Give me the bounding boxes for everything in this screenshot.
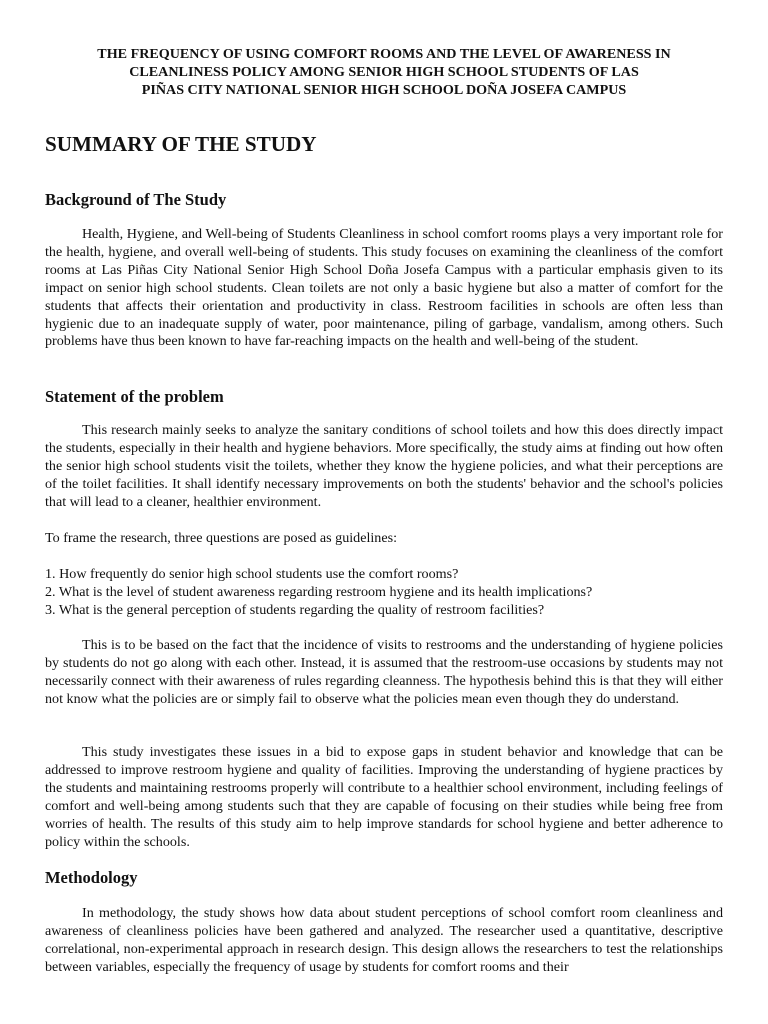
research-questions [45, 566, 723, 620]
investigation-paragraph: This study investigates these issues in a bid to expose gaps in student behavior and knowledge that can be addressed to improve restroom hygiene and quality of facilities. Improving the understanding of hygiene practices by the students and maintaining restrooms properly will contribute to a healthier school environment, including feelings of comfort and well-being among students such that they are capable of focusing on their studies while being free from worries of health. The results of this study aim to help improve standards for school hygiene and better adherence to policy within the schools. [45, 744, 723, 850]
problem-heading: Statement of the problem [45, 387, 224, 406]
title-line-1: THE FREQUENCY OF USING COMFORT ROOMS AND THE LEVEL OF AWARENESS IN [97, 46, 671, 62]
research-question-3: 3. What is the general perception of students regarding the quality of restroom facilities? [45, 601, 545, 618]
frame-intro: To frame the research, three questions are posed as guidelines: [45, 530, 398, 546]
background-paragraph: Health, Hygiene, and Well-being of Students Cleanliness in school comfort rooms plays a very important role for the health, hygiene, and overall well-being of students. This study focuses on examining the cleanliness of the comfort rooms at Las Piñas City National Senior High School Doña Josefa Campus with a particular emphasis given to its impact on senior high school students. Clean toilets are not only a basic hygiene but also a matter of comfort for the students that affects their orientation and productivity in class. Restroom facilities in schools are often less than hygienic due to an inadequate supply of water, poor maintenance, piling of garbage, vandalism, among others. Such problems have thus been known to have far-reaching impacts on the health and well-being of the student. [45, 226, 723, 350]
title-line-2: CLEANLINESS POLICY AMONG SENIOR HIGH SCHOOL STUDENTS OF LAS [129, 63, 639, 80]
summary-heading: SUMMARY OF THE STUDY [45, 132, 317, 156]
methodology-heading: Methodology [45, 868, 138, 887]
research-question-1: 1. How frequently do senior high school students use the comfort rooms? [45, 566, 459, 582]
hypothesis-paragraph: This is to be based on the fact that the incidence of visits to restrooms and the understanding of hygiene policies by students do not go along with each other. Instead, it is assumed that the restroom-use occasions by students may not necessarily connect with their awareness of rules regarding cleanness. The hypothesis behind this is that they will either not know what the policies are or simply fail to observe what the policies mean even though they do understand. [45, 637, 723, 707]
document-title [45, 46, 723, 100]
document-page [45, 46, 723, 975]
title-line-3: PIÑAS CITY NATIONAL SENIOR HIGH SCHOOL DOÑA JOSEFA CAMPUS [141, 81, 627, 98]
problem-paragraph: This research mainly seeks to analyze the sanitary conditions of school toilets and how this does directly impact the students, especially in their health and hygiene behaviors. More specifically, the study aims at finding out how often the senior high school students visit the toilets, whether they know the hygiene policies, and what their perceptions are of the toilet facilities. It shall identify necessary improvements on both the students' behavior and the school's policies that will lead to a cleaner, healthier environment. [45, 422, 723, 510]
methodology-paragraph: In methodology, the study shows how data about student perceptions of school comfort room cleanliness and awareness of cleanliness policies have been gathered and analyzed. The researcher used a quantitative, descriptive correlational, non-experimental approach in research design. This design allows the researchers to test the relationships between variables, especially the frequency of usage by students for comfort rooms and their [45, 905, 723, 975]
background-heading: Background of The Study [45, 190, 227, 209]
research-question-2: 2. What is the level of student awareness regarding restroom hygiene and its health implications? [45, 583, 593, 600]
